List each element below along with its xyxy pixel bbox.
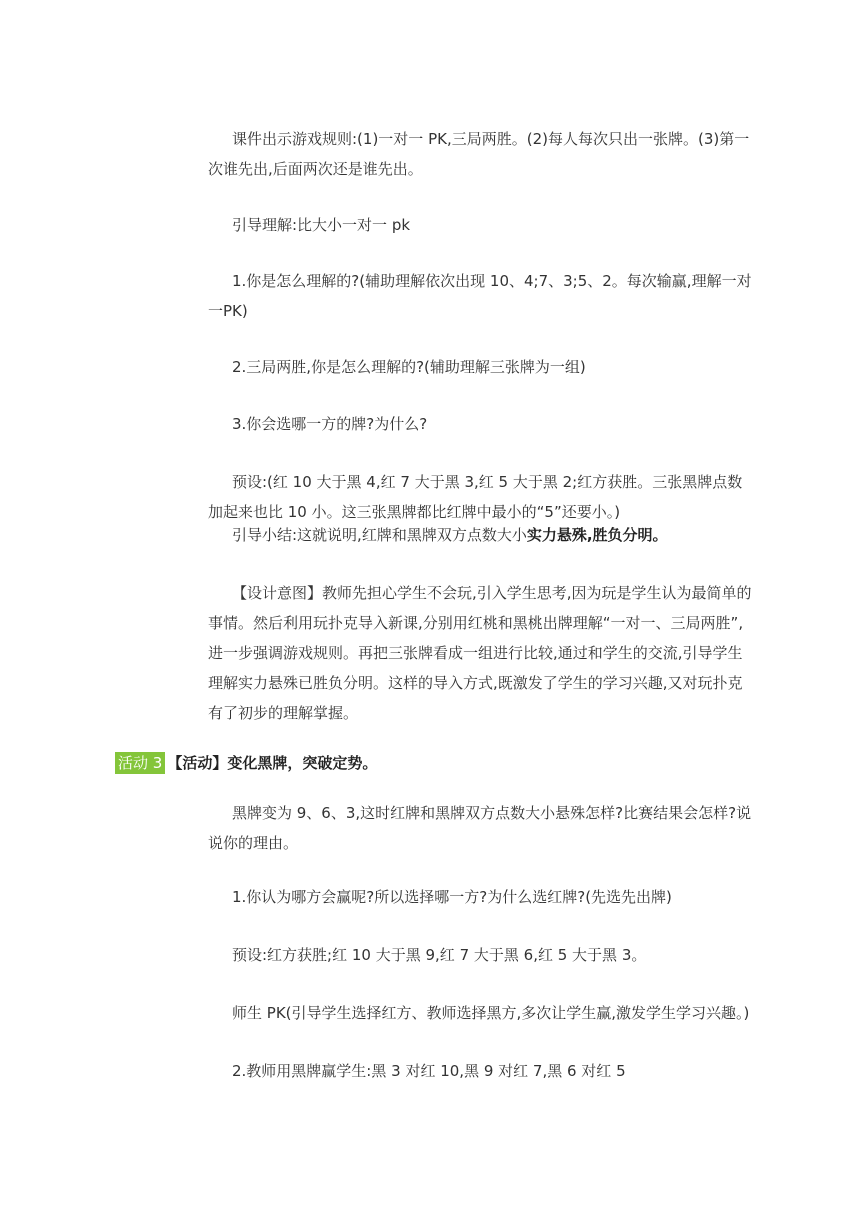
question-1: 1.你是怎么理解的?(辅助理解依次出现 10、4;7、3;5、2。每次输赢,理解一对一PK) xyxy=(208,272,752,320)
summary-bold: 实力悬殊,胜负分明。 xyxy=(526,526,668,544)
question-2: 2.三局两胜,你是怎么理解的?(辅助理解三张牌为一组) xyxy=(232,358,586,376)
activity-tag: 活动 3 xyxy=(115,752,165,774)
black-cards-change: 黑牌变为 9、6、3,这时红牌和黑牌双方点数大小悬殊怎样?比赛结果会怎样?说说你的理由。 xyxy=(208,804,752,852)
preset-paragraph: 预设:(红 10 大于黑 4,红 7 大于黑 3,红 5 大于黑 2;红方获胜。三张黑牌点数加起来也比 10 小。这三张黑牌都比红牌中最小的“5”还要小。) xyxy=(208,473,743,521)
activity-3-heading xyxy=(115,752,377,774)
preset-red-wins: 预设:红方获胜;红 10 大于黑 9,红 7 大于黑 6,红 5 大于黑 3。 xyxy=(232,946,647,964)
summary-text: 引导小结:这就说明,红牌和黑牌双方点数大小 xyxy=(232,526,527,544)
teacher-student-pk: 师生 PK(引导学生选择红方、教师选择黑方,多次让学生赢,激发学生学习兴趣。) xyxy=(232,1004,750,1022)
activity-title: 【活动】变化黑牌，突破定势。 xyxy=(167,754,378,772)
game-rules-paragraph: 课件出示游戏规则:(1)一对一 PK,三局两胜。(2)每人每次只出一张牌。(3)第一次谁先出,后面两次还是谁先出。 xyxy=(208,130,750,178)
summary-paragraph xyxy=(208,520,756,550)
question-win-side: 1.你认为哪方会赢呢?所以选择哪一方?为什么选红牌?(先选先出牌) xyxy=(232,888,672,906)
question-3: 3.你会选哪一方的牌?为什么? xyxy=(232,415,428,433)
teacher-black-wins: 2.教师用黑牌赢学生:黑 3 对红 10,黑 9 对红 7,黑 6 对红 5 xyxy=(232,1062,626,1080)
guide-understanding: 引导理解:比大小一对一 pk xyxy=(232,216,411,234)
design-intent-paragraph: 【设计意图】教师先担心学生不会玩,引入学生思考,因为玩是学生认为最简单的事情。然后利用玩扑克导入新课,分别用红桃和黑桃出牌理解“一对一、三局两胜”,进一步强调游戏规则。再把三张牌看成一组进行比较,通过和学生的交流,引导学生理解实力悬殊已胜负分明。这样的导入方式,既激发了学生的学习兴趣,又对玩扑克有了初步的理解掌握。 xyxy=(208,584,752,722)
